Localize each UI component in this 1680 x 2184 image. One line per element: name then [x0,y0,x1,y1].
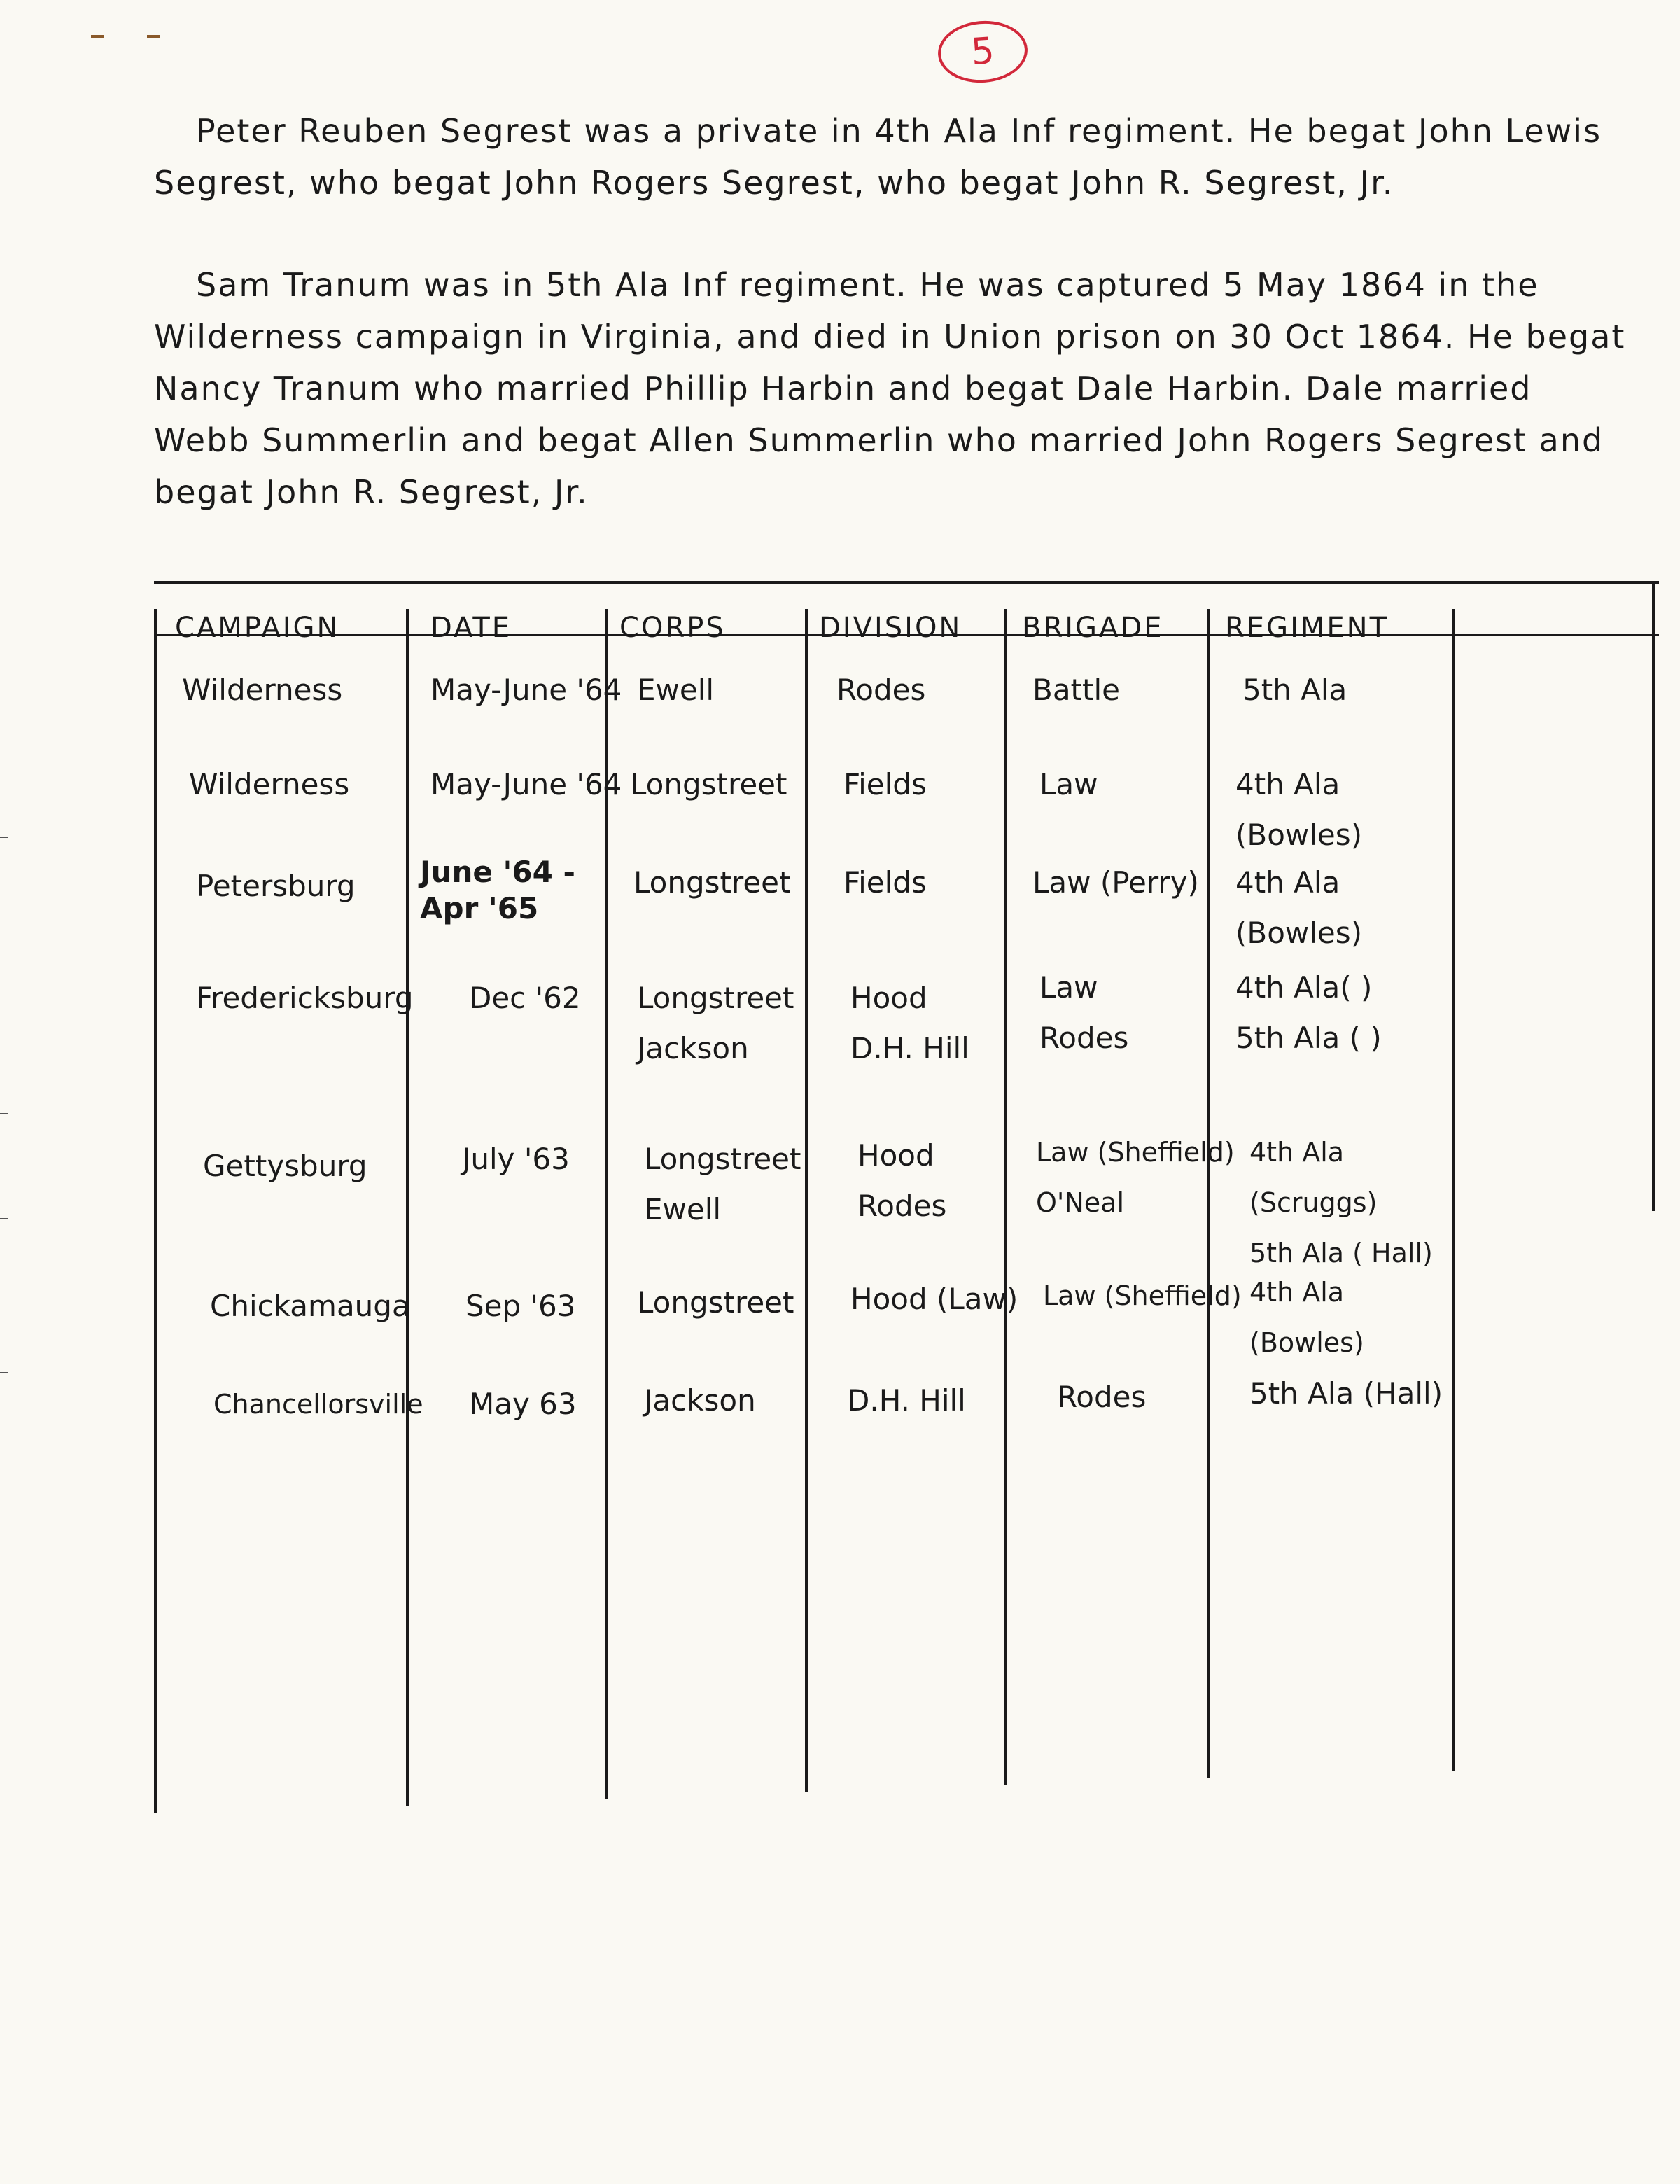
cell-brigade: Law (Sheffield) [1043,1280,1242,1311]
cell-corps: Longstreet Ewell [644,1142,802,1226]
cell-campaign: Chancellorsville [214,1389,424,1420]
cell-brigade: Rodes [1057,1380,1147,1414]
cell-division: Fields [844,865,927,899]
cell-brigade: Law (Sheffield) O'Neal [1036,1137,1235,1218]
cell-division: Fields [844,767,927,802]
margin-tick [0,836,8,838]
cell-regiment: 4th Ala (Bowles) [1236,865,1363,950]
cell-corps: Jackson [644,1383,756,1418]
cell-brigade: Law [1040,767,1098,802]
cell-campaign: Fredericksburg [196,981,414,1015]
cell-corps: Longstreet [634,865,791,899]
cell-division: D.H. Hill [847,1383,966,1418]
table-top-rule [154,581,1659,584]
cell-division: Hood D.H. Hill [850,981,969,1065]
cell-campaign: Wilderness [189,767,350,802]
page-number: 5 [936,18,1030,86]
cell-campaign: Petersburg [196,869,356,903]
cell-brigade: Law (Perry) [1032,865,1199,899]
cell-campaign: Wilderness [182,673,343,707]
cell-brigade: Battle [1032,673,1120,707]
margin-tick [0,1372,8,1373]
header-regiment: REGIMENT [1225,612,1389,644]
column-rule [1652,581,1655,1211]
ink-mark [147,35,160,38]
cell-regiment: 4th Ala (Scruggs) 5th Ala ( Hall) [1250,1137,1433,1268]
campaign-table [154,581,1659,1792]
margin-tick [0,1113,8,1114]
cell-date: May 63 [469,1387,577,1421]
margin-tick [0,1218,8,1219]
cell-division: Rodes [836,673,926,707]
header-corps: CORPS [620,612,726,644]
cell-regiment: 4th Ala (Bowles) [1250,1277,1364,1358]
cell-corps: Longstreet [637,1285,794,1320]
header-date: DATE [430,612,512,644]
cell-date: Sep '63 [465,1289,576,1323]
cell-date: July '63 [462,1142,570,1176]
cell-date: June '64 - Apr '65 [420,855,575,925]
cell-date: Dec '62 [469,981,581,1015]
cell-date: May-June '64 [430,767,622,802]
cell-regiment: 5th Ala (Hall) [1250,1376,1443,1410]
cell-brigade: Law Rodes [1040,970,1129,1055]
paragraph-tranum: Sam Tranum was in 5th Ala Inf regiment. He was captured 5 May 1864 in the Wilderness campaign in Virginia, and died in Union prison on 30 Oct 1864. He begat Nancy Tranum who married Phillip Harbin and begat Dale Harbin. Dale married Webb Summerlin and begat Allen Summerlin who married John Rogers Segrest and begat John R. Segrest, Jr. [154,266,1626,511]
ink-mark [91,35,104,38]
cell-campaign: Gettysburg [203,1149,368,1183]
column-rule [406,609,409,1806]
cell-date: May-June '64 [430,673,622,707]
cell-regiment: 4th Ala( ) 5th Ala ( ) [1236,970,1382,1055]
cell-regiment: 5th Ala [1242,673,1348,707]
cell-corps: Longstreet [630,767,788,802]
cell-corps: Ewell [637,673,715,707]
header-division: DIVISION [819,612,962,644]
column-rule [154,609,157,1813]
paragraph-segrest: Peter Reuben Segrest was a private in 4th Ala Inf regiment. He begat John Lewis Segrest, who begat John Rogers Segrest, who begat John R. Segrest, Jr. [154,112,1602,202]
cell-campaign: Chickamauga [210,1289,410,1323]
cell-regiment: 4th Ala (Bowles) [1236,767,1363,852]
cell-corps: Longstreet Jackson [637,981,794,1065]
cell-division: Hood (Law) [850,1282,1018,1316]
cell-division: Hood Rodes [858,1138,947,1223]
header-brigade: BRIGADE [1022,612,1164,644]
header-campaign: CAMPAIGN [175,612,340,644]
